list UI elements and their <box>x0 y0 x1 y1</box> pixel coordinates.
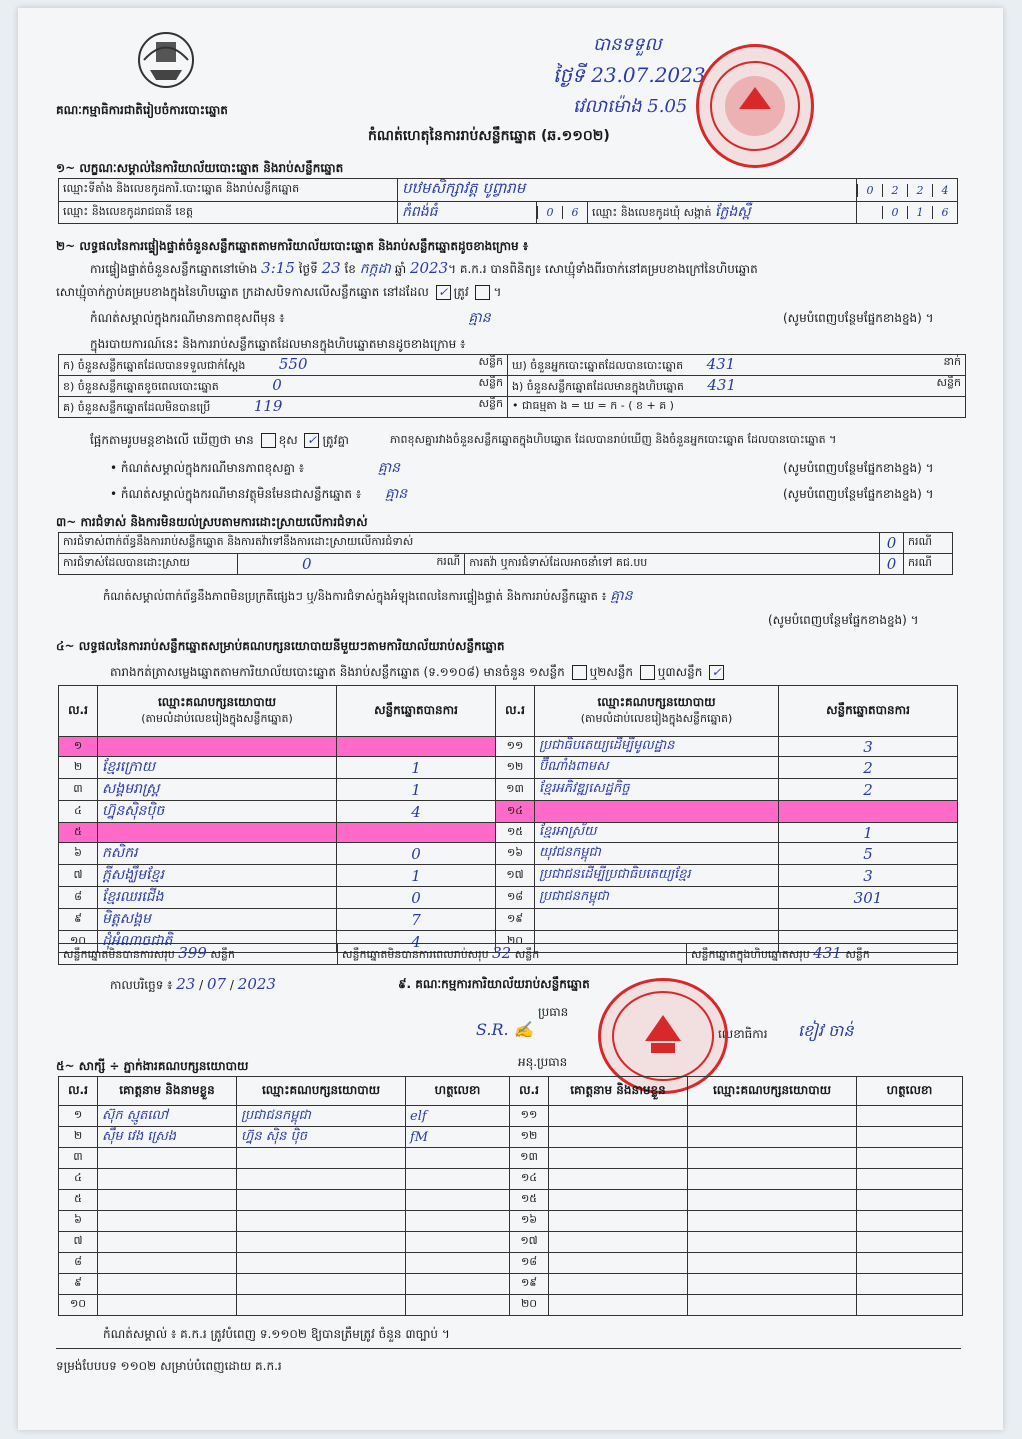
table-cell <box>535 909 779 931</box>
table-row <box>59 843 958 865</box>
table-cell <box>237 1211 406 1232</box>
table-cell: ស៊ឹម វេង ស្រេង <box>98 1127 237 1148</box>
ballots-in-box-total: សន្លឹកឆ្នោតក្នុងហិបឆ្នោតសរុប 431 សន្លឹក <box>687 944 958 965</box>
table-cell: ១៤ <box>510 1169 549 1190</box>
table-cell <box>406 1190 510 1211</box>
table-cell <box>549 1127 688 1148</box>
escalated-value: 0 <box>880 554 904 575</box>
table-cell: ប្រជាធិបតេយ្យដើម្បីមូលដ្ឋាន <box>535 737 779 757</box>
table-cell: ២ <box>59 757 98 779</box>
table-cell <box>857 1211 963 1232</box>
table-row <box>59 1106 963 1127</box>
diff-note: កំណត់សម្គាល់ក្នុងករណីមានភាពខុសពីមុន ៖ គ្មាន <box>90 310 491 326</box>
table-cell <box>549 1232 688 1253</box>
formula: • ជាធម្មតា ង = ឃ = ក - ( ខ + គ ) <box>508 397 966 418</box>
table-cell: 5 <box>779 843 958 865</box>
table-cell <box>857 1127 963 1148</box>
table-row <box>59 801 958 823</box>
table-cell: ១៧ <box>496 865 535 887</box>
table-cell: ២០ <box>496 931 535 953</box>
table-cell: ១៧ <box>510 1232 549 1253</box>
commune-code: 0 1 6 <box>857 202 958 224</box>
province-value: កំពង់ធំ <box>398 202 537 224</box>
table-cell <box>549 1295 688 1316</box>
table-cell: ១១ <box>496 737 535 757</box>
table-cell: ១៣ <box>510 1148 549 1169</box>
table-cell <box>237 1295 406 1316</box>
table-cell: ខ្មែរអាស្រ័យ <box>535 823 779 843</box>
chair-label: ប្រធាន <box>538 1005 569 1019</box>
table-cell: ១២ <box>496 757 535 779</box>
table-cell <box>98 1169 237 1190</box>
table-cell: ១ <box>59 1106 98 1127</box>
table-cell <box>237 1169 406 1190</box>
tally-sheet-count: តារាងកត់ត្រាសម្លេងឆ្នោតតាមការិយាល័យបោះឆ្នោត និងរាប់សន្លឹកឆ្នោត (ទ.១១០៨) មានចំនួន ១សន្លឹក ឬ២សន្លឹក ឬ៣សន្លឹក ✓ <box>110 664 727 680</box>
correct-checkbox[interactable]: ✓ <box>436 285 451 300</box>
item-d: ឃ) ចំនួនអ្នកបោះឆ្នោតដែលបានបោះឆ្នោត 431 នាក់ <box>508 355 966 376</box>
table-row <box>59 757 958 779</box>
invalid-total: សន្លឹកឆ្នោតមិនបានការសរុប 399 សន្លឹក <box>59 944 338 965</box>
section1-heading: ១~ លក្ខណៈសម្គាល់នៃការិយាល័យបោះឆ្នោត និងរាប់សន្លឹកឆ្នោត <box>56 161 344 175</box>
table-cell: មិត្តសង្គម <box>98 909 337 931</box>
table-cell: ១៨ <box>510 1253 549 1274</box>
table-cell: ៩ <box>59 1274 98 1295</box>
two-sheet-checkbox[interactable] <box>640 665 655 680</box>
complaints-table: ការជំទាស់ពាក់ព័ន្ធនឹងការរាប់សន្លឹកឆ្នោត និងការតវ៉ាទៅនឹងការដោះស្រាយលើការជំទាស់ 0 ករណី ការជំទាស់ដែលបានដោះស្រាយ 0 ករណី ការតវ៉ា ឬការជំទាស់ដែលអាចនាំទៅ គជ.បប 0 ករណី <box>58 532 953 575</box>
irregularities-hint: (សូមបំពេញបន្ថែមផ្នែកខាងខ្នង) ។ <box>768 613 919 627</box>
table-cell <box>237 1190 406 1211</box>
table-cell <box>688 1295 857 1316</box>
table-row <box>59 1211 963 1232</box>
seal-line: សោឃ្មុំចាក់ភ្ជាប់គម្របខាងក្នុងនៃហិបឆ្នោត ក្រដាសបិទកាសលើសន្លឹកឆ្នោត នៅដដែល ✓ ត្រូវ ។ <box>56 285 502 299</box>
table-cell <box>857 1169 963 1190</box>
province-code: 0 6 <box>537 202 588 224</box>
table-cell: ១៦ <box>510 1211 549 1232</box>
resolved-value-cell: 0 ករណី <box>238 554 465 575</box>
received-time: វេលាម៉ោង 5.05 <box>573 96 688 117</box>
table-cell: ១១ <box>510 1106 549 1127</box>
table-row <box>59 779 958 801</box>
location-label: ឈ្មោះទីតាំង និងលេខកូដការិ.បោះឆ្នោត និងរាប់សន្លឹកឆ្នោត <box>59 179 398 202</box>
table-cell <box>688 1274 857 1295</box>
table-cell: 0 <box>337 887 496 909</box>
org-name: គណៈកម្មាធិការជាតិរៀបចំការបោះឆ្នោត <box>56 103 228 117</box>
table-cell <box>98 1232 237 1253</box>
table-cell: ១៨ <box>496 887 535 909</box>
verification-line: ការផ្ទៀងផ្ទាត់ចំនួនសន្លឹកឆ្នោតនៅម៉ោង 3:15 ថ្ងៃទី 23 ខែ កក្កដា ឆ្នាំ 2023។ គ.ក.រ បានពិនិត្យ៖ សោឃ្មុំទាំងពីរចាក់នៅគម្របខាងក្រៅនៃហិបឆ្នោត <box>90 259 758 277</box>
location-table <box>58 178 958 224</box>
table-cell <box>779 801 958 823</box>
table-cell: យុវជនកម្ពុជា <box>535 843 779 865</box>
vice-chair-label: អនុ.ប្រធាន <box>518 1055 568 1069</box>
section5-heading: ៥~ សាក្សី ÷ ភ្នាក់ងារគណបក្សនយោបាយ <box>56 1059 249 1073</box>
table-cell <box>98 1211 237 1232</box>
col-no-right: ល.រ <box>496 686 535 737</box>
table-cell: ៧ <box>59 1232 98 1253</box>
table-cell: ៤ <box>59 1169 98 1190</box>
table-cell <box>857 1190 963 1211</box>
table-cell: កសិករ <box>98 843 337 865</box>
irregularities-note: កំណត់សម្គាល់ពាក់ព័ន្ធនឹងភាពមិនប្រក្រតីផ្សេងៗ ឬ/និងការជំទាស់ក្នុងអំឡុងពេលនៃការផ្ទៀងផ្ទាត់ និងការរាប់សន្លឹកឆ្នោត ៖ គ្មាន <box>103 588 633 604</box>
table-cell <box>549 1148 688 1169</box>
table-cell: 4 <box>337 931 496 953</box>
received-date: ថ្ងៃទី 23.07.2023 <box>553 63 706 87</box>
col-party-right: ឈ្មោះគណបក្សនយោបាយ (តាមលំដាប់លេខរៀងក្នុងសន្លឹកឆ្នោត) <box>535 686 779 737</box>
table-row <box>59 1190 963 1211</box>
item-c: គ) ចំនួនសន្លឹកឆ្នោតដែលមិនបានប្រើ 119 សន្លឹក <box>59 397 508 418</box>
table-cell <box>98 1253 237 1274</box>
table-cell <box>237 1253 406 1274</box>
table-cell: 2 <box>779 779 958 801</box>
table-row <box>59 1148 963 1169</box>
table-cell <box>406 1211 510 1232</box>
table-cell <box>857 1274 963 1295</box>
table-cell: ដុំអំណាចជាតិ <box>98 931 337 953</box>
witness-table: ល.រ គោត្តនាម និងនាមខ្លួន ឈ្មោះគណបក្សនយោបាយ ហត្ថលេខា ល.រ គោត្តនាម និងនាមខ្លួន ឈ្មោះគណបក្សនយោបាយ ហត្ថលេខា ១ ស៊ុក ស្មូតលៅ ប្រជាជនកម្ពុជា elf ១១ ២ ស៊ឹម វេង ស្រេង ហ្វ៊ុន ស៊ិន ប៉ិច fM ១២ ៣ ១៣ ៤ ១៤ ៥ ១៥ ៦ ១៦ ៧ ១៧ ៨ ១៨ ៩ ១៩ ១០ ២០ <box>58 1076 963 1316</box>
table-cell <box>688 1106 857 1127</box>
table-cell <box>688 1232 857 1253</box>
table-cell <box>406 1253 510 1274</box>
location-code: 0 2 2 4 <box>857 179 958 202</box>
table-row <box>59 1232 963 1253</box>
table-cell: 301 <box>779 887 958 909</box>
bullet-diff-hint: (សូមបំពេញបន្ថែមផ្នែកខាងខ្នង) ។ <box>783 461 934 475</box>
col-votes-right: សន្លឹកឆ្នោតបានការ <box>779 686 958 737</box>
table-cell <box>98 1148 237 1169</box>
table-cell <box>688 1190 857 1211</box>
table-cell <box>98 1295 237 1316</box>
one-sheet-checkbox[interactable] <box>572 665 587 680</box>
table-cell: 1 <box>337 757 496 779</box>
table-cell: ៣ <box>59 1148 98 1169</box>
table-cell: ១៤ <box>496 801 535 823</box>
table-cell: ៩ <box>59 909 98 931</box>
table-cell <box>549 1253 688 1274</box>
table-cell: ១ <box>59 737 98 757</box>
table-cell <box>857 1106 963 1127</box>
table-cell <box>688 1169 857 1190</box>
table-cell <box>406 1232 510 1253</box>
table-cell: ៥ <box>59 1190 98 1211</box>
table-row <box>59 1169 963 1190</box>
formula-check: ផ្អែកតាមរូបមន្តខាងលើ ឃើញថា មាន ខុស ✓ ត្រូវគ្នា <box>90 433 349 447</box>
col-party: ឈ្មោះគណបក្សនយោបាយ (តាមលំដាប់លេខរៀងក្នុងសន្លឹកឆ្នោត) <box>98 686 337 737</box>
invalid-count-total: សន្លឹកឆ្នោតមិនបានការពេលរាប់សរុប 32 សន្លឹក <box>338 944 687 965</box>
ballot-count-report <box>18 8 1003 1430</box>
table-cell: ប្រជាជនដើម្បីប្រជាធិបតេយ្យខ្មែរ <box>535 865 779 887</box>
table-cell: ហ្វ៊ុន ស៊ិន ប៉ិច <box>237 1127 406 1148</box>
table-cell <box>406 1274 510 1295</box>
match-checkbox[interactable]: ✓ <box>304 433 319 448</box>
table-cell <box>337 823 496 843</box>
party-votes-table <box>58 685 958 953</box>
escalated-label: ការតវ៉ា ឬការជំទាស់ដែលអាចនាំទៅ គជ.បប <box>465 554 880 575</box>
table-cell: ប្រជាជនកម្ពុជា <box>535 887 779 909</box>
table-cell <box>535 801 779 823</box>
table-cell: 0 <box>337 843 496 865</box>
table-cell: ខ្មែរក្រោយ <box>98 757 337 779</box>
item-e: ង) ចំនួនសន្លឹកឆ្នោតដែលមានក្នុងហិបឆ្នោត 431 សន្លឹក <box>508 376 966 397</box>
wrong-checkbox[interactable] <box>475 285 490 300</box>
table-cell <box>237 1148 406 1169</box>
table-cell: ១៥ <box>496 823 535 843</box>
table-row <box>59 1127 963 1148</box>
bullet-foreign: • កំណត់សម្គាល់ក្នុងករណីមានវត្ថុមិនមែនជាសន្លឹកឆ្នោត ៖ គ្មាន <box>110 486 408 502</box>
table-cell: ស៊ុក ស្មូតលៅ <box>98 1106 237 1127</box>
section2-heading: ២~ លទ្ធផលនៃការផ្ទៀងផ្ទាត់ចំនួនសន្លឹកឆ្នោតតាមការិយាល័យបោះឆ្នោត និងរាប់សន្លឹកឆ្នោតដូចខាងក្រោម ៖ <box>56 239 529 253</box>
table-cell: 3 <box>779 865 958 887</box>
table-cell: ខ្មែរឈរជើង <box>98 887 337 909</box>
table-row <box>59 1295 963 1316</box>
item-b: ខ) ចំនួនសន្លឹកឆ្នោតខូចពេលបោះឆ្នោត 0 សន្លឹក <box>59 376 508 397</box>
location-value: បឋមសិក្សាវត្ត បូព្វារាម <box>398 179 857 202</box>
table-cell <box>549 1190 688 1211</box>
table-cell: ប្រជាជនកម្ពុជា <box>237 1106 406 1127</box>
table-cell: ៦ <box>59 1211 98 1232</box>
table-cell: ៤ <box>59 801 98 823</box>
table-cell: ១៣ <box>496 779 535 801</box>
table-cell <box>406 1148 510 1169</box>
emblem-icon <box>136 30 196 90</box>
item-a: ក) ចំនួនសន្លឹកឆ្នោតដែលបានទទួលជាក់ស្តែង 550 សន្លឹក <box>59 355 508 376</box>
table-cell: ១០ <box>59 1295 98 1316</box>
table-cell: ១០ <box>59 931 98 953</box>
complaints-value: 0 <box>880 533 904 554</box>
table-row <box>59 1274 963 1295</box>
table-cell <box>406 1169 510 1190</box>
table-cell <box>406 1295 510 1316</box>
table-cell <box>337 737 496 757</box>
table-cell: ១៥ <box>510 1190 549 1211</box>
table-cell: ប៊ីណាំងពាមស <box>535 757 779 779</box>
chair-signature: S.R. ✍ <box>476 1020 534 1039</box>
table-cell <box>779 909 958 931</box>
received-note: បានទទួល <box>593 34 662 55</box>
footer-divider <box>56 1348 961 1349</box>
formula-check-end: ភាពខុសគ្នារវាងចំនួនសន្លឹកឆ្នោតក្នុងហិបឆ្នោត ដែលបានរាប់ឃើញ និងចំនួនអ្នកបោះឆ្នោត ដែលបានបោះឆ្នោត ។ <box>390 433 837 446</box>
table-row <box>59 909 958 931</box>
table-cell <box>549 1274 688 1295</box>
table-cell <box>98 823 337 843</box>
count-table <box>58 354 966 418</box>
table-cell <box>98 1190 237 1211</box>
table-cell <box>857 1295 963 1316</box>
table-row <box>59 737 958 757</box>
secretary-signature: ខៀវ ចាន់ <box>798 1021 854 1040</box>
col-no: ល.រ <box>59 686 98 737</box>
table-cell <box>857 1232 963 1253</box>
table-cell: ១២ <box>510 1127 549 1148</box>
mismatch-checkbox[interactable] <box>261 433 276 448</box>
table-cell: ៧ <box>59 865 98 887</box>
table-cell: 2 <box>779 757 958 779</box>
count-intro: ក្នុងរបាយការណ៍នេះ និងការរាប់សន្លឹកឆ្នោតដែលមានក្នុងហិបឆ្នោតមានដូចខាងក្រោម ៖ <box>90 337 466 351</box>
table-cell: ៨ <box>59 1253 98 1274</box>
table-row <box>59 823 958 843</box>
table-cell <box>549 1211 688 1232</box>
secretary-label: លេខាធិការ <box>718 1027 768 1041</box>
footnote: កំណត់សម្គាល់ ៖ គ.ក.រ ត្រូវបំពេញ ទ.១១០២ ឱ្យបានត្រឹមត្រូវ ចំនួន ៣ច្បាប់ ។ <box>103 1327 450 1341</box>
table-cell <box>549 1106 688 1127</box>
official-stamp <box>696 44 814 168</box>
table-cell: 1 <box>779 823 958 843</box>
table-cell: 4 <box>337 801 496 823</box>
table-cell: 7 <box>337 909 496 931</box>
table-cell: 3 <box>779 737 958 757</box>
table-cell: 1 <box>337 865 496 887</box>
table-cell: ៥ <box>59 823 98 843</box>
table-cell: 1 <box>337 779 496 801</box>
form-footer: ទម្រង់បែបបទ ១១០២ សម្រាប់បំពេញដោយ គ.ក.រ <box>56 1359 282 1373</box>
table-cell <box>857 1253 963 1274</box>
section3-heading: ៣~ ការជំទាស់ និងការមិនយល់ស្របតាមការដោះស្រាយលើការជំទាស់ <box>56 515 368 529</box>
table-cell <box>688 1148 857 1169</box>
commune-cell: ឈ្មោះ និងលេខកូដឃុំ សង្កាត់ ក្លែងស្ពឺ <box>588 202 857 224</box>
table-cell: elf <box>406 1106 510 1127</box>
table-cell: ១៩ <box>510 1274 549 1295</box>
bullet-diff: • កំណត់សម្គាល់ក្នុងករណីមានភាពខុសគ្នា ៖ គ្មាន <box>110 460 401 476</box>
table-cell: fM <box>406 1127 510 1148</box>
table-row <box>59 1253 963 1274</box>
three-sheet-checkbox[interactable]: ✓ <box>709 665 724 680</box>
diff-note-hint: (សូមបំពេញបន្ថែមផ្នែកខាងខ្នង) ។ <box>783 311 934 325</box>
province-label: ឈ្មោះ និងលេខកូដរាជធានី ខេត្ត <box>59 202 398 224</box>
table-cell: ២ <box>59 1127 98 1148</box>
table-cell: ១៦ <box>496 843 535 865</box>
table-cell: ក្តីសង្ឃឹមខ្មែរ <box>98 865 337 887</box>
col-votes: សន្លឹកឆ្នោតបានការ <box>337 686 496 737</box>
table-cell: ១៩ <box>496 909 535 931</box>
table-cell <box>98 737 337 757</box>
table-cell <box>688 1127 857 1148</box>
table-cell <box>688 1253 857 1274</box>
signing-date: កាលបរិច្ឆេទ ៖ 23 / 07 / 2023 <box>110 975 276 993</box>
complaints-label: ការជំទាស់ពាក់ព័ន្ធនឹងការរាប់សន្លឹកឆ្នោត និងការតវ៉ាទៅនឹងការដោះស្រាយលើការជំទាស់ <box>59 533 880 554</box>
table-cell: ខ្មែរអភិវឌ្ឍសេដ្ឋកិច្ច <box>535 779 779 801</box>
table-cell: ៦ <box>59 843 98 865</box>
totals-row <box>58 943 958 965</box>
page-title: កំណត់ហេតុនៃការរាប់សន្លឹកឆ្នោត (ឆ.១១០២) <box>368 128 610 144</box>
section4-heading: ៤~ លទ្ធផលនៃការរាប់សន្លឹកឆ្នោតសម្រាប់គណបក្សនយោបាយនីមួយៗតាមការិយាល័យរាប់សន្លឹកឆ្នោត <box>56 639 505 653</box>
bullet-foreign-hint: (សូមបំពេញបន្ថែមផ្នែកខាងខ្នង) ។ <box>783 487 934 501</box>
committee-label: ៩. គណៈកម្មការការិយាល័យរាប់សន្លឹកឆ្នោត <box>398 977 590 991</box>
table-cell: ហ្វ៊ុនស៊ិនប៉ិច <box>98 801 337 823</box>
table-cell <box>688 1211 857 1232</box>
table-cell: ៣ <box>59 779 98 801</box>
table-row <box>59 887 958 909</box>
table-cell: សង្គមរាស្ត្រ <box>98 779 337 801</box>
table-cell <box>549 1169 688 1190</box>
table-cell <box>857 1148 963 1169</box>
table-cell: ៨ <box>59 887 98 909</box>
table-cell <box>98 1274 237 1295</box>
table-row <box>59 865 958 887</box>
table-cell: ២០ <box>510 1295 549 1316</box>
resolved-label: ការជំទាស់ដែលបានដោះស្រាយ <box>59 554 238 575</box>
table-cell <box>237 1274 406 1295</box>
table-cell <box>237 1232 406 1253</box>
